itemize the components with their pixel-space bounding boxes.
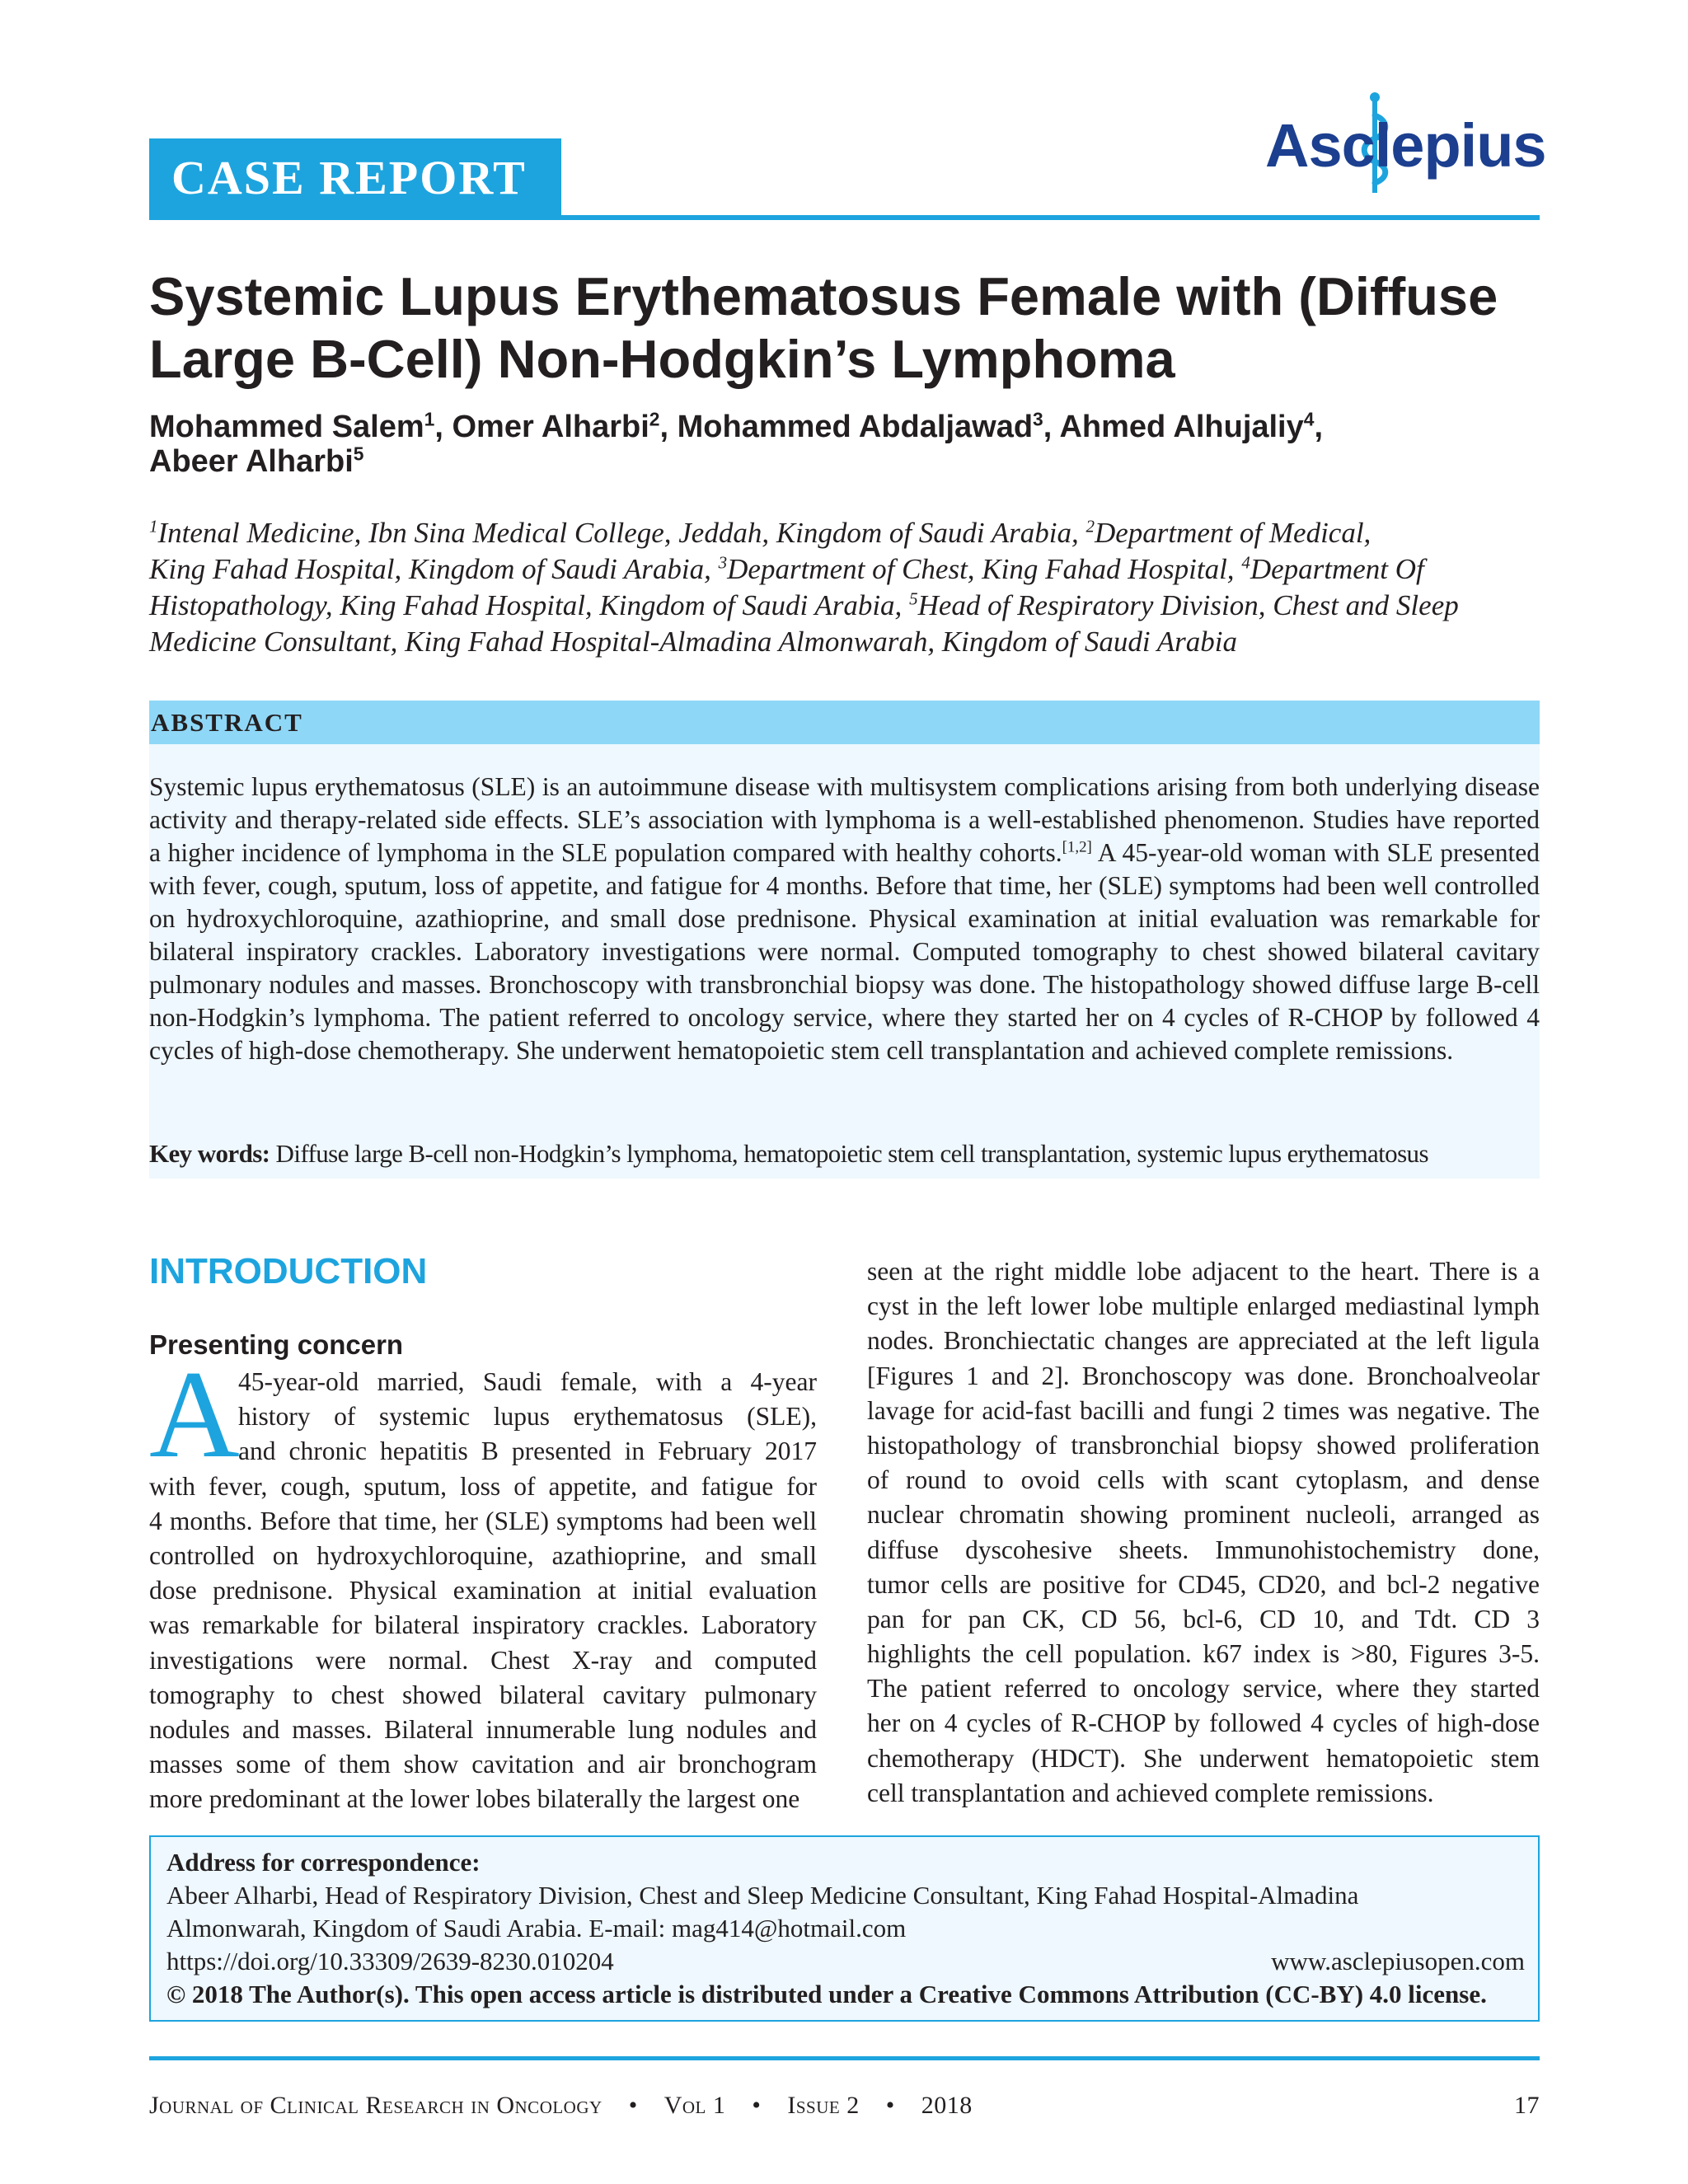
correspondence-heading: Address for correspondence:: [166, 1848, 481, 1877]
correspondence-content: [166, 1846, 1525, 2011]
page-number: 17: [1514, 2092, 1540, 2119]
affiliation-text: Head of Respiratory Division, Chest and Sleep: [917, 589, 1459, 621]
text-line: controlled on hydroxychloroquine, azathioprine, and small: [149, 1540, 817, 1570]
abstract-text-part-1: Systemic lupus erythematosus (SLE) is an autoimmune disease with multisystem complications arising from both underlying disease activity and therapy-related side effects. SLE’s association with lymphoma is a well-established phenomenon. Studies have reported a higher incidence of lymphoma in the SLE population compared with healthy cohorts.: [149, 772, 1540, 867]
author-separator: ,: [659, 410, 678, 444]
footer-rule: [149, 2056, 1540, 2060]
author-name: Omer Alharbi: [452, 410, 649, 444]
text-line: and chronic hepatitis B presented in February 2017: [238, 1436, 817, 1466]
affiliation-line: [149, 515, 1542, 551]
drop-cap: A: [149, 1345, 240, 1483]
text-line: her on 4 cycles of R-CHOP by followed 4 cycles of high-dose: [867, 1708, 1540, 1738]
text-line: seen at the right middle lobe adjacent to the heart. There is a: [867, 1257, 1540, 1286]
footer-bullet: •: [885, 2092, 895, 2119]
author-affiliation-number: 4: [1303, 408, 1315, 430]
text-line: cyst in the left lower lobe multiple enlarged mediastinal lymph: [867, 1291, 1540, 1321]
author-affiliation-number: 3: [1033, 408, 1043, 430]
right-column-text: [867, 1254, 1540, 1811]
text-line: 45-year-old married, Saudi female, with a 4-year: [238, 1367, 817, 1396]
abstract-body: [149, 771, 1540, 1067]
text-line: pan for pan CK, CD 56, bcl-6, CD 10, and Tdt. CD 3: [867, 1604, 1540, 1633]
affiliation-number: 4: [1241, 552, 1250, 573]
page-footer: [149, 2092, 1540, 2120]
abstract-text-part-2: A 45-year-old woman with SLE presented with fever, cough, sputum, loss of appetite, and fatigue for 4 months. Before that time, her (SLE) symptoms had been well controlled on hydroxychloroquine, azathioprine, and small dose prednisone. Physical examination at initial evaluation was remarkable for bilateral inspiratory crackles. Laboratory investigations were normal. Computed tomography to chest showed bilateral cavitary pulmonary nodules and masses. Bronchoscopy with transbronchial biopsy was done. The histopathology showed diffuse large B-cell non-Hodgkin’s lymphoma. The patient referred to oncology service, where they started her on 4 cycles of R-CHOP by followed 4 cycles of high-dose chemotherapy. She underwent hematopoietic stem cell transplantation and achieved complete remissions.: [149, 838, 1540, 1065]
section-heading-introduction: INTRODUCTION: [149, 1251, 428, 1291]
author-separator: ,: [1314, 410, 1324, 444]
authors-line-1: [149, 410, 1550, 444]
author-separator: ,: [434, 410, 452, 444]
text-line: diffuse dyscohesive sheets. Immunohistochemistry done,: [867, 1535, 1540, 1564]
affiliation-number: 2: [1085, 516, 1095, 537]
author-name: Mohammed Salem: [149, 410, 424, 444]
text-line: of round to ovoid cells with scant cytoplasm, and dense: [867, 1465, 1540, 1495]
asclepius-logo: [1265, 91, 1545, 198]
affiliation-line: [149, 588, 1542, 624]
text-line: The patient referred to oncology service, where they started: [867, 1674, 1540, 1704]
title-line-2: Large B-Cell) Non-Hodgkin’s Lymphoma: [149, 329, 1175, 389]
affiliation-text: King Fahad Hospital, Kingdom of Saudi Arabia,: [149, 553, 719, 585]
authors-line-2: [149, 444, 1550, 479]
text-line: nuclear chromatin showing prominent nucleoli, arranged as: [867, 1500, 1540, 1530]
text-line: nodes. Bronchiectatic changes are appreciated at the left ligula: [867, 1326, 1540, 1356]
header-rule: [149, 215, 1540, 220]
year: 2018: [921, 2092, 973, 2119]
text-line: histopathology of transbronchial biopsy showed proliferation: [867, 1430, 1540, 1460]
affiliation-text: Histopathology, King Fahad Hospital, Kingdom of Saudi Arabia,: [149, 589, 910, 621]
keywords-text: Diffuse large B-cell non-Hodgkin’s lymphoma, hematopoietic stem cell transplantation, systemic lupus erythematosus: [270, 1139, 1428, 1168]
text-line: investigations were normal. Chest X-ray and computed: [149, 1645, 817, 1675]
text-line: nodules and masses. Bilateral innumerable lung nodules and: [149, 1714, 817, 1744]
footer-bullet: •: [628, 2092, 638, 2119]
doi-link[interactable]: https://doi.org/10.33309/2639-8230.010204: [166, 1947, 614, 1975]
author-name: Mohammed Abdaljawad: [677, 410, 1034, 444]
affiliation-line: [149, 624, 1542, 660]
affiliation-line: [149, 551, 1542, 588]
case-report-badge: CASE REPORT: [149, 138, 561, 218]
author-separator: ,: [1043, 410, 1060, 444]
article-title: [149, 265, 1550, 391]
keywords: [149, 1137, 1542, 1170]
text-line: more predominant at the lower lobes bilaterally the largest one: [149, 1784, 800, 1814]
affiliation-text: Department Of: [1250, 553, 1424, 585]
license-statement: © 2018 The Author(s). This open access article is distributed under a Creative Commons Attribution (CC-BY) 4.0 license.: [166, 1980, 1487, 2008]
affiliations: [149, 515, 1542, 660]
author-list: [149, 410, 1550, 479]
affiliation-text: Department of Chest, King Fahad Hospital,: [727, 553, 1242, 585]
text-line: history of systemic lupus erythematosus (SLE),: [238, 1402, 817, 1432]
author-affiliation-number: 1: [424, 408, 435, 430]
text-line: cell transplantation and achieved complete remissions.: [867, 1778, 1434, 1807]
issue: Issue 2: [787, 2092, 860, 2119]
affiliation-number: 5: [909, 588, 918, 609]
keywords-label: Key words:: [149, 1139, 270, 1168]
subsection-heading: Presenting concern: [149, 1329, 404, 1360]
text-line: dose prednisone. Physical examination at initial evaluation: [149, 1576, 817, 1605]
correspondence-line-1: Abeer Alharbi, Head of Respiratory Division, Chest and Sleep Medicine Consultant, King Fahad Hospital-Almadina: [166, 1881, 1359, 1910]
affiliation-number: 1: [149, 516, 158, 537]
text-line: was remarkable for bilateral inspiratory crackles. Laboratory: [149, 1610, 817, 1640]
text-line: tomography to chest showed bilateral cavitary pulmonary: [149, 1680, 817, 1709]
volume: Vol 1: [663, 2092, 726, 2119]
affiliation-number: 3: [718, 552, 728, 573]
citation-link[interactable]: [1,2]: [1062, 838, 1092, 856]
website-link[interactable]: www.asclepiusopen.com: [1271, 1947, 1525, 1975]
author-affiliation-number: 5: [353, 443, 364, 465]
affiliation-text: Department of Medical,: [1094, 517, 1372, 549]
text-line: [Figures 1 and 2]. Bronchoscopy was done. Bronchoalveolar: [867, 1361, 1540, 1390]
text-line: masses some of them show cavitation and air bronchogram: [149, 1750, 817, 1779]
text-line: chemotherapy (HDCT). She underwent hematopoietic stem: [867, 1743, 1540, 1773]
text-line: lavage for acid-fast bacilli and fungi 2 times was negative. The: [867, 1395, 1540, 1425]
author-affiliation-number: 2: [649, 408, 660, 430]
text-line: highlights the cell population. k67 index is >80, Figures 3-5.: [867, 1639, 1540, 1669]
abstract-heading: ABSTRACT: [149, 701, 1540, 744]
footer-bullet: •: [752, 2092, 762, 2119]
affiliation-text: Medicine Consultant, King Fahad Hospital-Almadina Almonwarah, Kingdom of Saudi Arabia: [149, 626, 1237, 658]
author-name: Abeer Alharbi: [149, 444, 354, 479]
author-name: Ahmed Alhujaliy: [1059, 410, 1304, 444]
correspondence-line-2: Almonwarah, Kingdom of Saudi Arabia. E-mail: mag414@hotmail.com: [166, 1914, 907, 1943]
left-column-text: [149, 1365, 817, 1816]
text-line: tumor cells are positive for CD45, CD20, and bcl-2 negative: [867, 1569, 1540, 1599]
title-line-1: Systemic Lupus Erythematosus Female with (Diffuse: [149, 266, 1498, 326]
doi-row: [166, 1945, 1525, 1978]
affiliation-text: Intenal Medicine, Ibn Sina Medical College, Jeddah, Kingdom of Saudi Arabia,: [157, 517, 1086, 549]
journal-name: Journal of Clinical Research in Oncology: [149, 2092, 603, 2119]
text-line: with fever, cough, sputum, loss of appetite, and fatigue for: [149, 1471, 817, 1501]
text-line: 4 months. Before that time, her (SLE) symptoms had been well: [149, 1506, 817, 1535]
logo-text: Asclepius: [1265, 111, 1546, 180]
